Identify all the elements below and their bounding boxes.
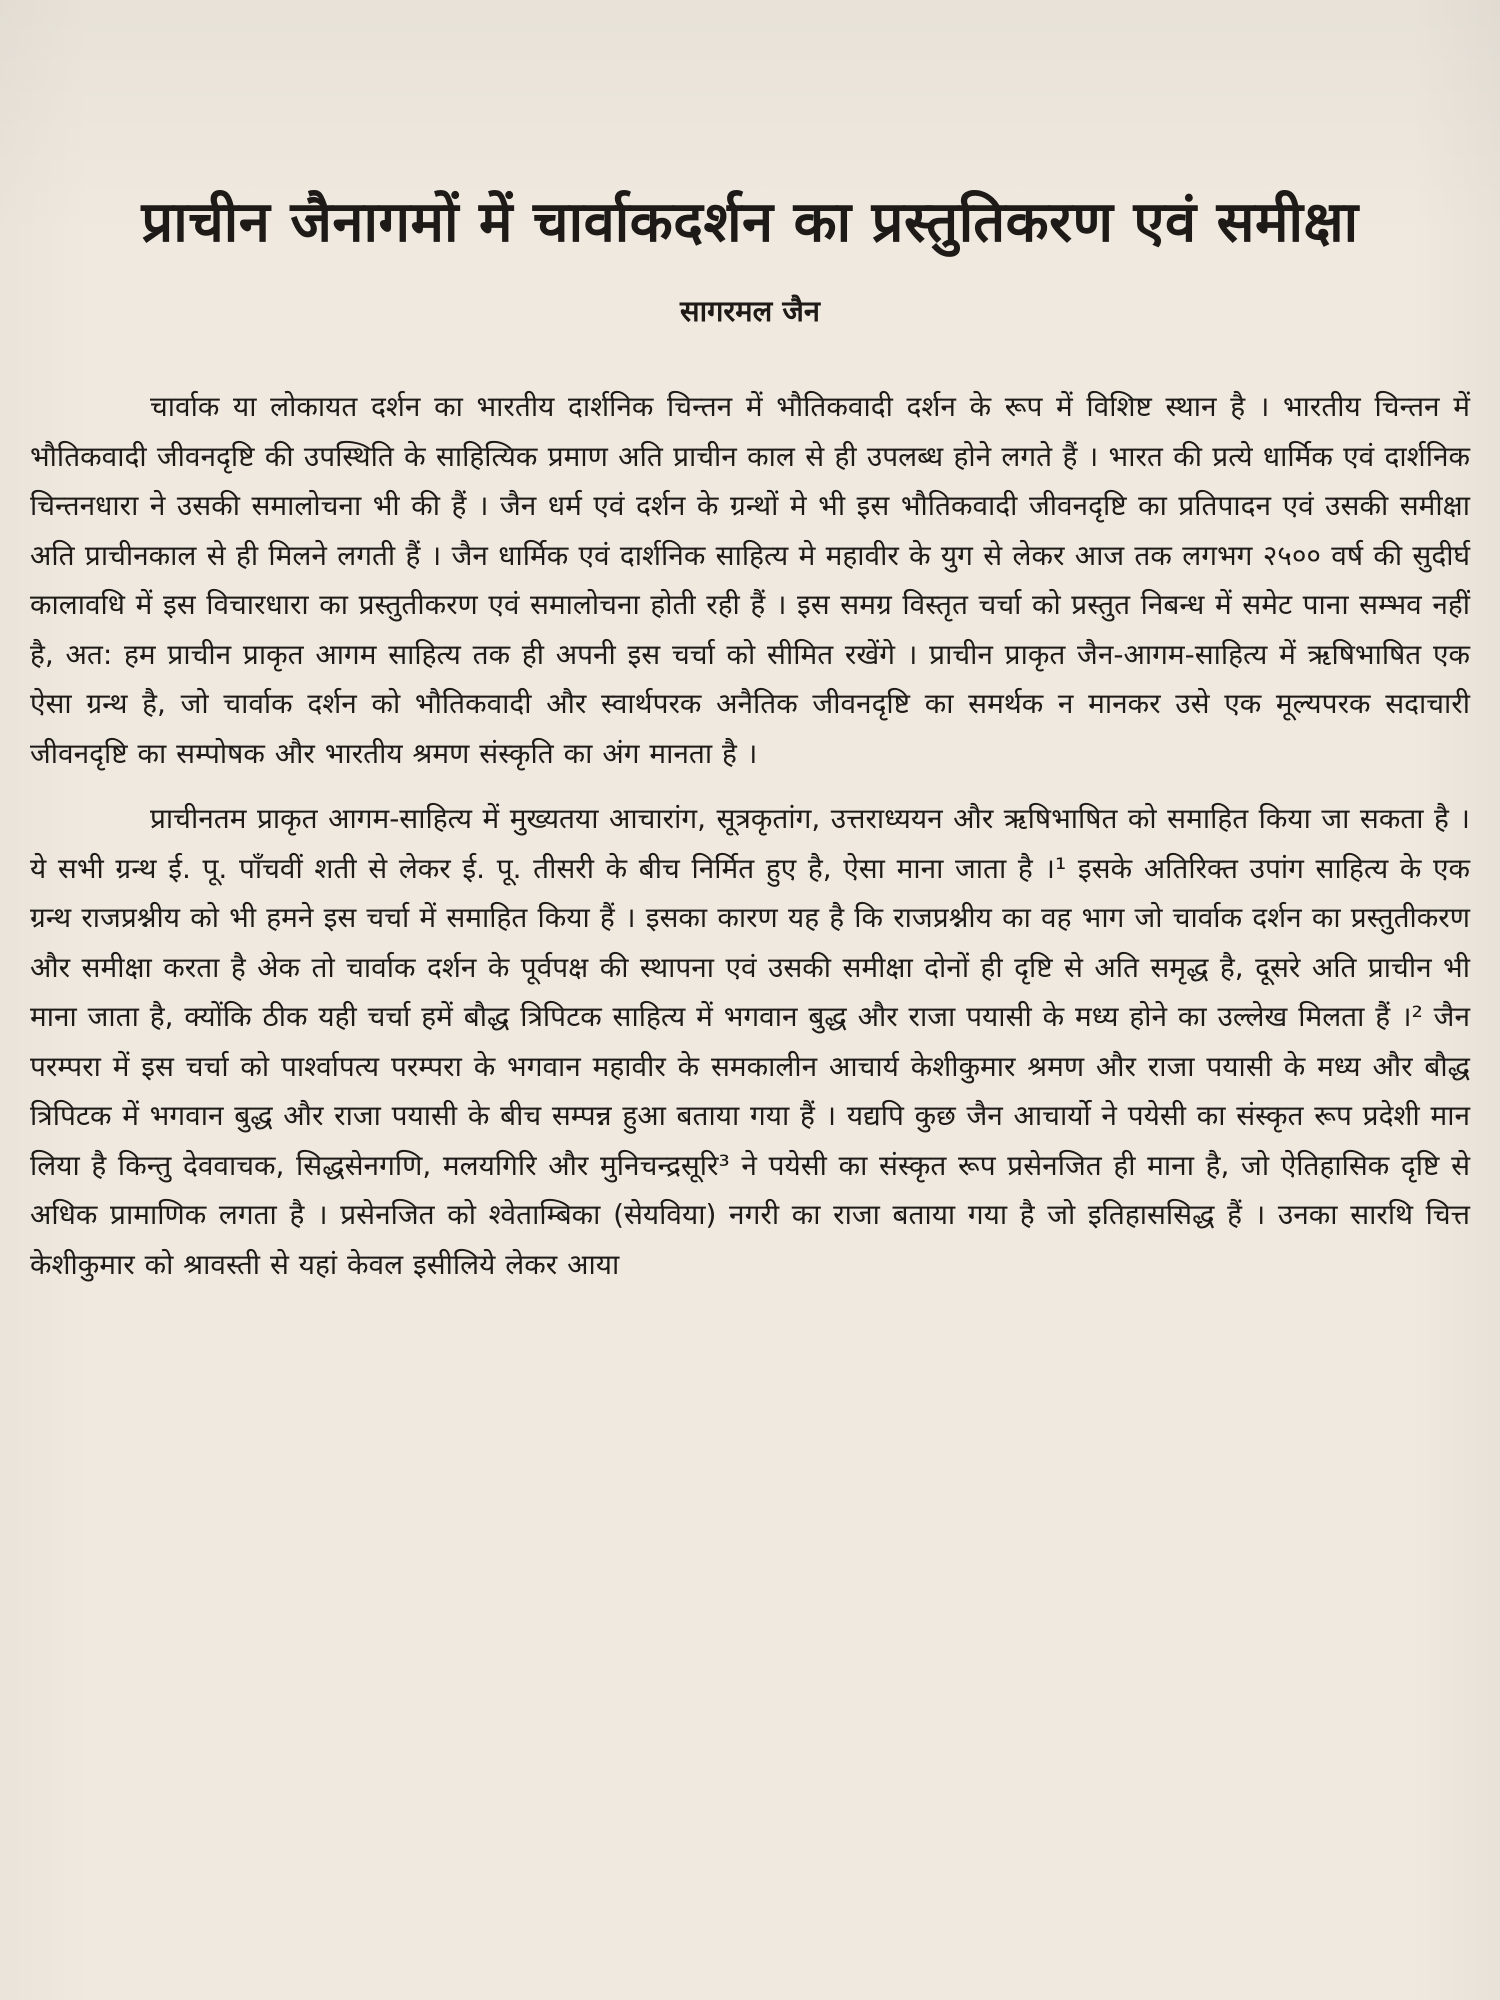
author-name: सागरमल जैन [679, 294, 821, 328]
article-title: प्राचीन जैनागमों में चार्वाकदर्शन का प्रस्तुतिकरण एवं समीक्षा [141, 190, 1359, 255]
body-paragraph-2: प्राचीनतम प्राकृत आगम-साहित्य में मुख्यतया आचारांग, सूत्रकृतांग, उत्तराध्ययन और ऋषिभाषित को समाहित किया जा सकता है । ये सभी ग्रन्थ ई. पू. पाँचवीं शती से लेकर ई. पू. तीसरी के बीच निर्मित हुए है, ऐसा माना जाता है ।¹ इसके अतिरिक्त उपांग साहित्य के एक ग्रन्थ राजप्रश्नीय को भी हमने इस चर्चा में समाहित किया हैं । इसका कारण यह है कि राजप्रश्नीय का वह भाग जो चार्वाक दर्शन का प्रस्तुतीकरण और समीक्षा करता है अेक तो चार्वाक दर्शन के पूर्वपक्ष की स्थापना एवं उसकी समीक्षा दोनों ही दृष्टि से अति समृद्ध है, दूसरे अति प्राचीन भी माना जाता है, क्योंकि ठीक यही चर्चा हमें बौद्ध त्रिपिटक साहित्य में भगवान बुद्ध और राजा पयासी के मध्य होने का उल्लेख मिलता हैं ।² जैन परम्परा में इस चर्चा को पार्श्वापत्य परम्परा के भगवान महावीर के समकालीन आचार्य केशीकुमार श्रमण और राजा पयासी के मध्य और बौद्ध त्रिपिटक में भगवान बुद्ध और राजा पयासी के बीच सम्पन्न हुआ बताया गया हैं । यद्यपि कुछ जैन आचार्यो ने पयेसी का संस्कृत रूप प्रदेशी मान लिया है किन्तु देववाचक, सिद्धसेनगणि, मलयगिरि और मुनिचन्द्रसूरि³ ने पयेसी का संस्कृत रूप प्रसेनजित ही माना है, जो ऐतिहासिक दृष्टि से अधिक प्रामाणिक लगता है । प्रसेनजित को श्वेताम्बिका (सेयविया) नगरी का राजा बताया गया है जो इतिहाससिद्ध हैं । उनका सारथि चित्त केशीकुमार को श्रावस्ती से यहां केवल इसीलिये लेकर आया [30, 802, 1470, 1281]
body-paragraph-1: चार्वाक या लोकायत दर्शन का भारतीय दार्शनिक चिन्तन में भौतिकवादी दर्शन के रूप में विशिष्ट स्थान है । भारतीय चिन्तन में भौतिकवादी जीवनदृष्टि की उपस्थिति के साहित्यिक प्रमाण अति प्राचीन काल से ही उपलब्ध होने लगते हैं । भारत की प्रत्ये धार्मिक एवं दार्शनिक चिन्तनधारा ने उसकी समालोचना भी की हैं । जैन धर्म एवं दर्शन के ग्रन्थों मे भी इस भौतिकवादी जीवनदृष्टि का प्रतिपादन एवं उसकी समीक्षा अति प्राचीनकाल से ही मिलने लगती हैं । जैन धार्मिक एवं दार्शनिक साहित्य मे महावीर के युग से लेकर आज तक लगभग २५०० वर्ष की सुदीर्घ कालावधि में इस विचारधारा का प्रस्तुतीकरण एवं समालोचना होती रही हैं । इस समग्र विस्तृत चर्चा को प्रस्तुत निबन्ध में समेट पाना सम्भव नहीं है, अत: हम प्राचीन प्राकृत आगम साहित्य तक ही अपनी इस चर्चा को सीमित रखेंगे । प्राचीन प्राकृत जैन-आगम-साहित्य में ऋषिभाषित एक ऐसा ग्रन्थ है, जो चार्वाक दर्शन को भौतिकवादी और स्वार्थपरक अनैतिक जीवनदृष्टि का समर्थक न मानकर उसे एक मूल्यपरक सदाचारी जीवनदृष्टि का सम्पोषक और भारतीय श्रमण संस्कृति का अंग मानता है । [30, 390, 1470, 770]
